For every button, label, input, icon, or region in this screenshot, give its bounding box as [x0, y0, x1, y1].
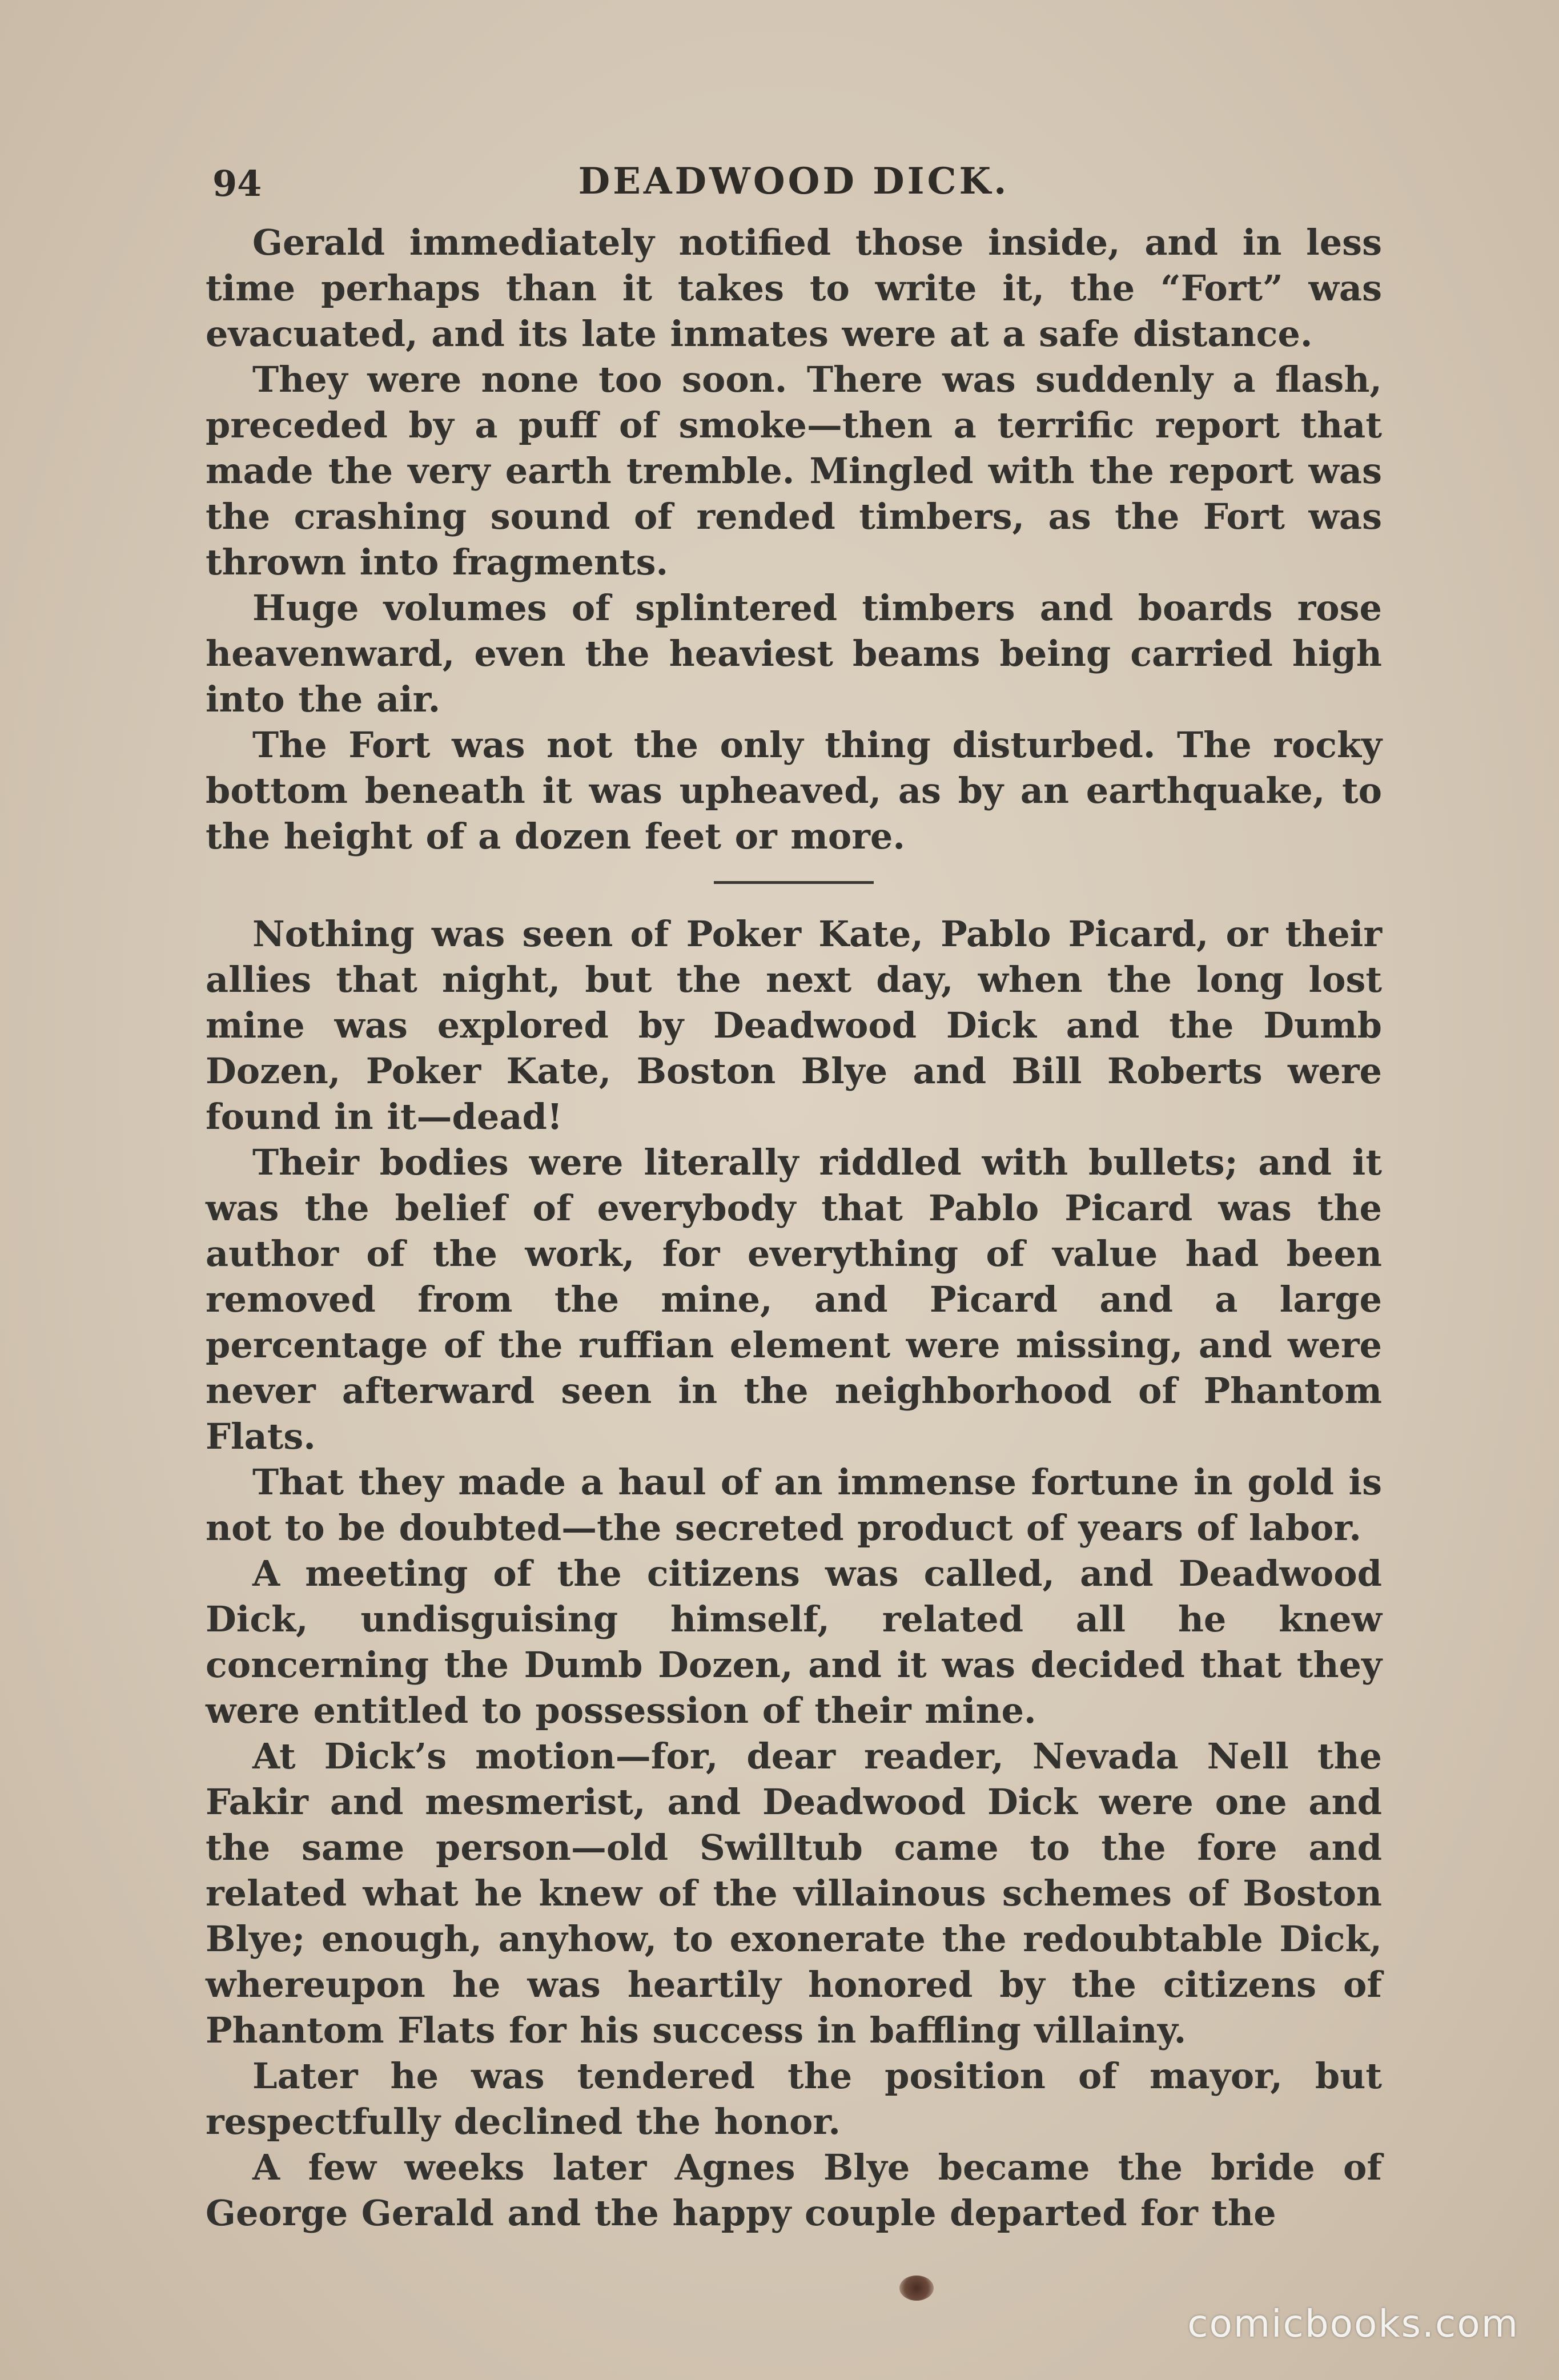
paragraph: They were none too soon. There was suddenly a flash, preceded by a puff of smoke—then a terrific report that made the very earth tremble. Mingled with the report was the crashing sound of rended timbers, as the Fort was thrown into fragments. [206, 359, 1382, 583]
book-page [206, 146, 1382, 2247]
paragraph: Huge volumes of splintered timbers and boards rose heavenward, even the heaviest beams being carried high into the air. [206, 587, 1382, 720]
book-title: DEADWOOD DICK. [578, 160, 1010, 203]
paragraph: Their bodies were literally riddled with bullets; and it was the belief of everybody that Pablo Picard was the author of the work, for everything of value had been removed from the mine, and Picard and a large percentage of the ruffian element were missing, and were never afterward seen in the neighborhood of Phantom Flats. [206, 1141, 1382, 1457]
section-divider [714, 881, 874, 884]
watermark: comicbooks.com [1187, 2302, 1519, 2346]
running-head [206, 146, 1382, 220]
paragraph: Gerald immediately notified those inside, and in less time perhaps than it takes to write it, the “Fort” was evacuated, and its late inmates were at a safe distance. [206, 222, 1382, 355]
ink-stain [899, 2276, 934, 2301]
paragraph: Nothing was seen of Poker Kate, Pablo Picard, or their allies that night, but the next day, when the long lost mine was explored by Deadwood Dick and the Dumb Dozen, Poker Kate, Boston Blye and Bill Roberts were found in it—dead! [206, 913, 1382, 1137]
paragraph: At Dick’s motion—for, dear reader, Nevada Nell the Fakir and mesmerist, and Deadwood Dick were one and the same person—old Swilltub came to the fore and related what he knew of the villainous schemes of Boston Blye; enough, anyhow, to exonerate the redoubtable Dick, whereupon he was heartily honored by the citizens of Phantom Flats for his success in baffling villainy. [206, 1735, 1382, 2051]
paragraph: That they made a haul of an immense fortune in gold is not to be doubted—the secreted product of years of labor. [206, 1461, 1382, 1549]
paragraph: A meeting of the citizens was called, and Deadwood Dick, undisguising himself, related all he knew concerning the Dumb Dozen, and it was decided that they were entitled to possession of their mine. [206, 1553, 1382, 1731]
paragraph: Later he was tendered the position of mayor, but respectfully declined the honor. [206, 2055, 1382, 2142]
text-block [206, 220, 1382, 2236]
page-number: 94 [212, 163, 262, 204]
paragraph: The Fort was not the only thing disturbed. The rocky bottom beneath it was upheaved, as by an earthquake, to the height of a dozen feet or more. [206, 724, 1382, 857]
paragraph: A few weeks later Agnes Blye became the bride of George Gerald and the happy couple departed for the [206, 2146, 1382, 2234]
